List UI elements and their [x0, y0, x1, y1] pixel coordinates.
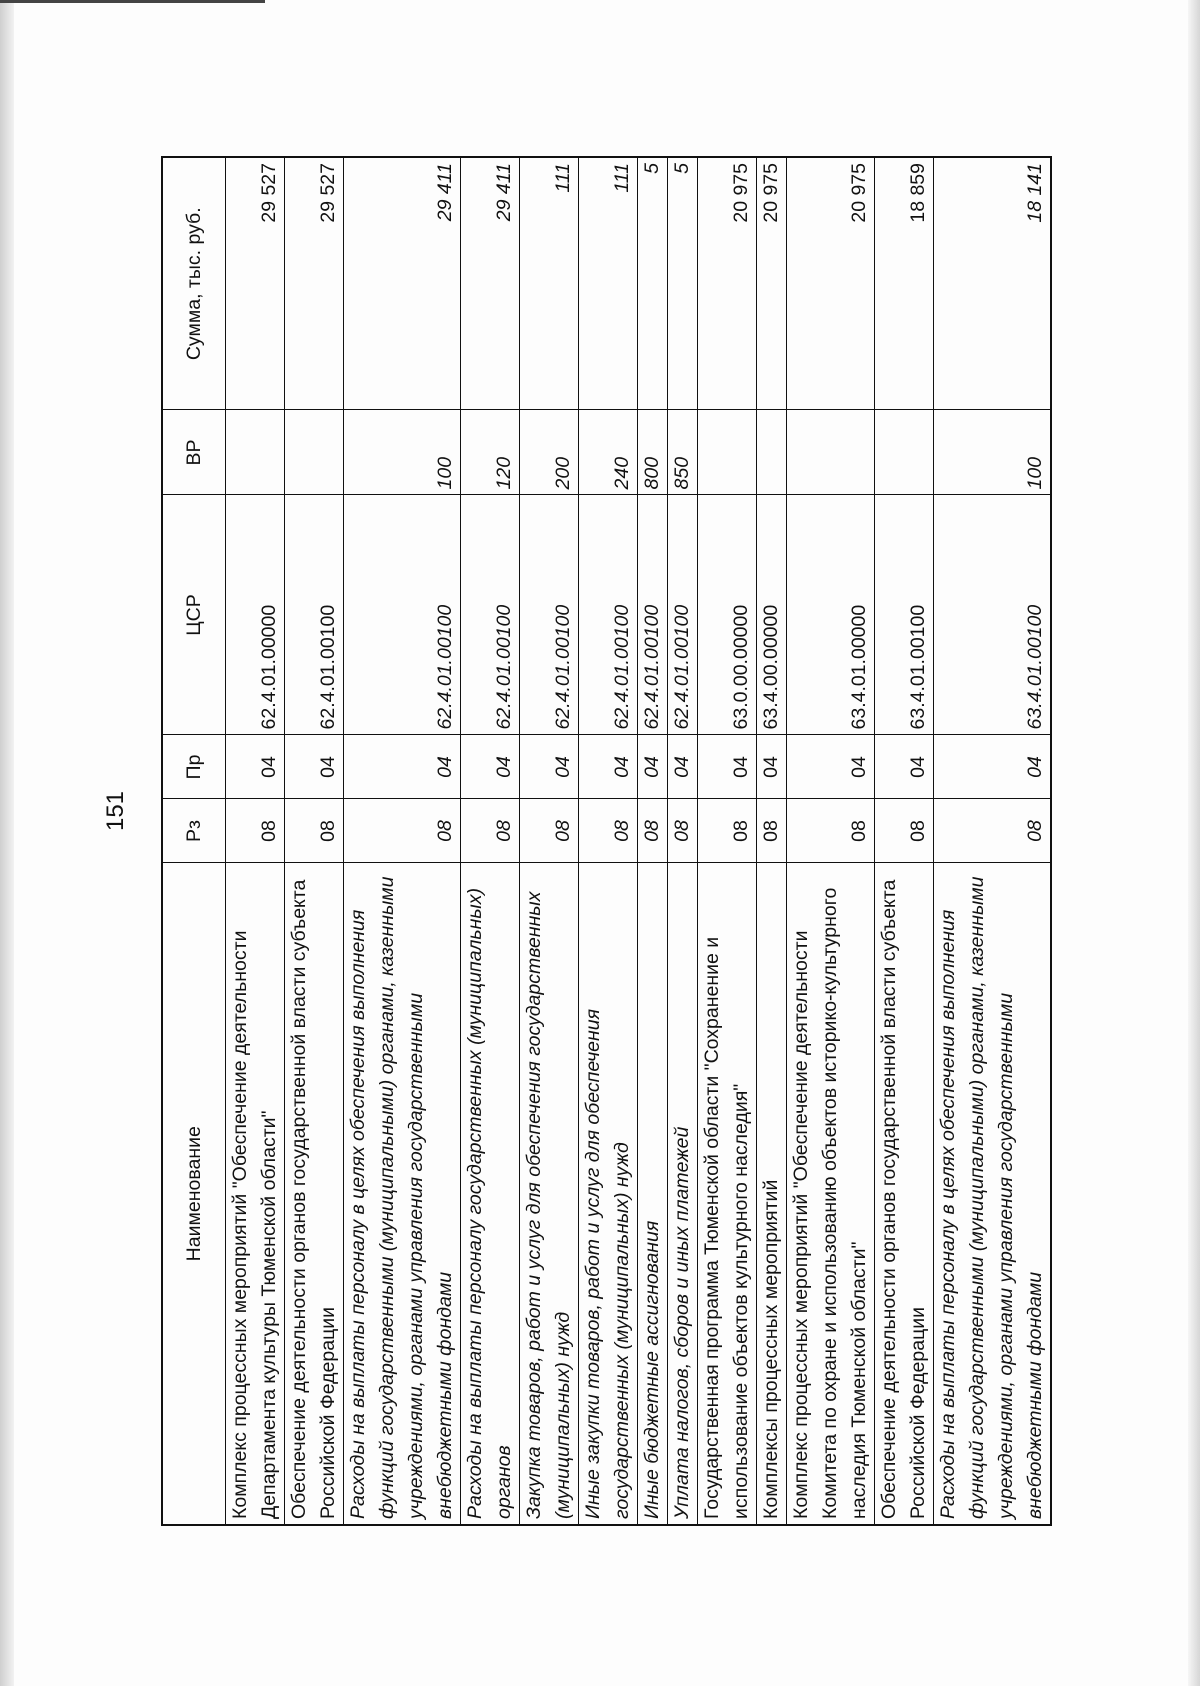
cell-vr: [285, 410, 344, 495]
table-row: [579, 157, 638, 1525]
cell-pr: 04: [757, 735, 787, 799]
header-rz: Рз: [162, 799, 226, 863]
cell-name: Иные бюджетные ассигнования: [638, 863, 668, 1525]
cell-rz: 08: [668, 799, 698, 863]
table-row: [875, 157, 934, 1525]
header-name: Наименование: [162, 863, 226, 1525]
table-header-row: [162, 157, 226, 1525]
table-row: [638, 157, 668, 1525]
cell-vr: 240: [579, 410, 638, 495]
cell-sum: 20 975: [757, 157, 787, 410]
cell-rz: 08: [520, 799, 579, 863]
cell-pr: 04: [285, 735, 344, 799]
cell-sum: 111: [579, 157, 638, 410]
table-row: [520, 157, 579, 1525]
cell-name: Государственная программа Тюменской области "Сохранение и использование объектов культурного наследия": [698, 863, 757, 1525]
cell-sum: 18 141: [934, 157, 1052, 410]
cell-pr: 04: [934, 735, 1052, 799]
table-row: [934, 157, 1052, 1525]
cell-rz: 08: [757, 799, 787, 863]
cell-csr: 62.4.01.00100: [668, 495, 698, 735]
cell-name: Обеспечение деятельности органов государственной власти субъекта Российской Федерации: [875, 863, 934, 1525]
cell-pr: 04: [638, 735, 668, 799]
cell-name: Иные закупки товаров, работ и услуг для обеспечения государственных (муниципальных) нужд: [579, 863, 638, 1525]
cell-sum: 5: [638, 157, 668, 410]
cell-pr: 04: [787, 735, 875, 799]
cell-name: Уплата налогов, сборов и иных платежей: [668, 863, 698, 1525]
cell-sum: 29 527: [285, 157, 344, 410]
table-row: [226, 157, 285, 1525]
cell-name: Комплекс процессных мероприятий "Обеспечение деятельности Департамента культуры Тюменской области": [226, 863, 285, 1525]
cell-rz: 08: [344, 799, 461, 863]
header-vr: ВР: [162, 410, 226, 495]
cell-pr: 04: [226, 735, 285, 799]
table-row: [668, 157, 698, 1525]
cell-name: Закупка товаров, работ и услуг для обеспечения государственных (муниципальных) нужд: [520, 863, 579, 1525]
cell-rz: 08: [934, 799, 1052, 863]
header-sum: Сумма, тыс. руб.: [162, 157, 226, 410]
cell-csr: 62.4.01.00100: [285, 495, 344, 735]
header-pr: Пр: [162, 735, 226, 799]
cell-csr: 63.4.00.00000: [757, 495, 787, 735]
scan-edge-top: [0, 0, 265, 3]
table-row: [757, 157, 787, 1525]
cell-csr: 63.4.01.00100: [875, 495, 934, 735]
cell-name: Комплекс процессных мероприятий "Обеспечение деятельности Комитета по охране и использованию объектов историко-культурного наследия Тюменской области": [787, 863, 875, 1525]
cell-csr: 62.4.01.00100: [520, 495, 579, 735]
cell-sum: 5: [668, 157, 698, 410]
cell-sum: 29 411: [461, 157, 520, 410]
cell-rz: 08: [579, 799, 638, 863]
cell-vr: 100: [344, 410, 461, 495]
cell-pr: 04: [698, 735, 757, 799]
cell-vr: 120: [461, 410, 520, 495]
cell-pr: 04: [875, 735, 934, 799]
cell-csr: 62.4.01.00100: [579, 495, 638, 735]
cell-csr: 62.4.01.00100: [461, 495, 520, 735]
table-row: [285, 157, 344, 1525]
cell-pr: 04: [461, 735, 520, 799]
cell-pr: 04: [668, 735, 698, 799]
cell-vr: 800: [638, 410, 668, 495]
cell-vr: 850: [668, 410, 698, 495]
cell-vr: 200: [520, 410, 579, 495]
cell-vr: [875, 410, 934, 495]
table-row: [344, 157, 461, 1525]
scan-edge-left: [0, 0, 14, 1686]
cell-csr: 62.4.01.00100: [638, 495, 668, 735]
page-number: 151: [102, 790, 129, 832]
cell-name: Комплексы процессных мероприятий: [757, 863, 787, 1525]
cell-pr: 04: [579, 735, 638, 799]
scan-edge-right: [1188, 0, 1200, 1686]
cell-rz: 08: [787, 799, 875, 863]
cell-pr: 04: [344, 735, 461, 799]
cell-rz: 08: [875, 799, 934, 863]
cell-rz: 08: [461, 799, 520, 863]
cell-sum: 29 527: [226, 157, 285, 410]
cell-sum: 20 975: [787, 157, 875, 410]
cell-csr: 62.4.01.00000: [226, 495, 285, 735]
budget-table: [161, 156, 1052, 1526]
cell-csr: 62.4.01.00100: [344, 495, 461, 735]
cell-vr: [787, 410, 875, 495]
cell-name: Расходы на выплаты персоналу в целях обеспечения выполнения функций государственными (муниципальными) органами, казенными учреждениями, органами управления государственными внебюджетными фондами: [344, 863, 461, 1525]
rotated-table-container: [161, 158, 1046, 1526]
table-row: [698, 157, 757, 1525]
table-row: [787, 157, 875, 1525]
cell-csr: 63.0.00.00000: [698, 495, 757, 735]
cell-name: Расходы на выплаты персоналу государственных (муниципальных) органов: [461, 863, 520, 1525]
cell-sum: 29 411: [344, 157, 461, 410]
cell-rz: 08: [638, 799, 668, 863]
cell-rz: 08: [285, 799, 344, 863]
cell-vr: 100: [934, 410, 1052, 495]
cell-sum: 18 859: [875, 157, 934, 410]
cell-rz: 08: [226, 799, 285, 863]
cell-name: Расходы на выплаты персоналу в целях обеспечения выполнения функций государственными (муниципальными) органами, казенными учреждениями, органами управления государственными внебюджетными фондами: [934, 863, 1052, 1525]
cell-pr: 04: [520, 735, 579, 799]
cell-vr: [757, 410, 787, 495]
cell-csr: 63.4.01.00000: [787, 495, 875, 735]
table-row: [461, 157, 520, 1525]
cell-vr: [226, 410, 285, 495]
cell-rz: 08: [698, 799, 757, 863]
cell-sum: 20 975: [698, 157, 757, 410]
cell-csr: 63.4.01.00100: [934, 495, 1052, 735]
header-csr: ЦСР: [162, 495, 226, 735]
cell-vr: [698, 410, 757, 495]
cell-sum: 111: [520, 157, 579, 410]
cell-name: Обеспечение деятельности органов государственной власти субъекта Российской Федерации: [285, 863, 344, 1525]
